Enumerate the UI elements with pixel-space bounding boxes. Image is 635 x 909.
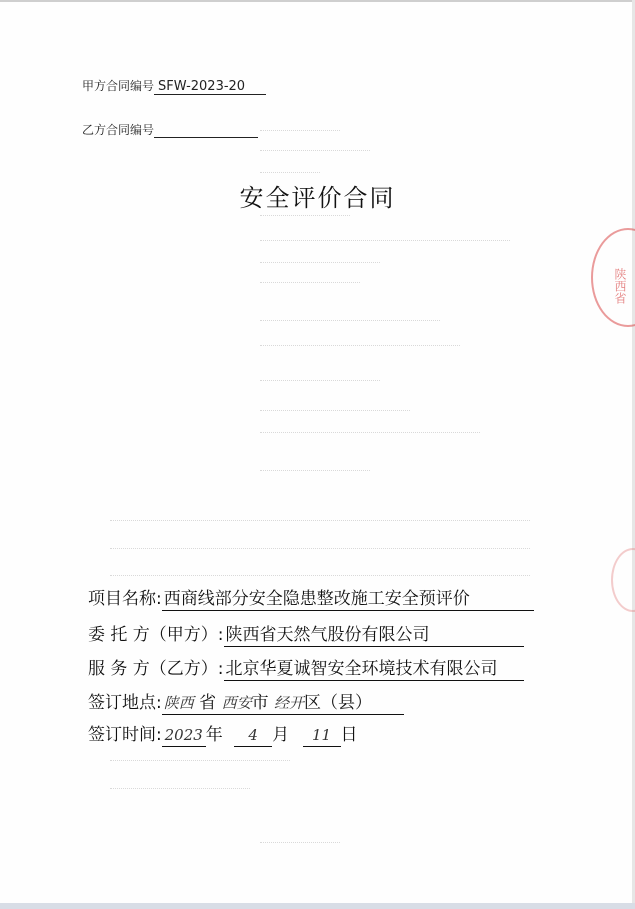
day-handwritten: 11 — [312, 726, 332, 744]
day-value — [303, 725, 341, 747]
party-b-contract-number — [82, 121, 258, 138]
bottom-border — [0, 903, 635, 909]
ghost-line — [260, 345, 460, 347]
ghost-line — [260, 470, 370, 472]
signing-place-value — [162, 688, 404, 715]
party-a-contract-label: 甲方合同编号 — [82, 79, 155, 93]
month-handwritten: 4 — [248, 726, 258, 744]
party-a-contract-value: SFW-2023-20 — [154, 79, 266, 95]
ghost-line — [260, 380, 380, 382]
ghost-line — [260, 150, 370, 152]
signing-date-label: 签订时间: — [88, 725, 162, 745]
ghost-line — [110, 548, 530, 550]
province-suffix: 省 — [199, 693, 217, 713]
ghost-line — [110, 788, 250, 790]
ghost-line — [260, 432, 480, 434]
district-handwritten: 经开 — [273, 694, 304, 712]
ghost-line — [110, 760, 290, 762]
ghost-line — [260, 240, 510, 242]
signing-place-row — [88, 688, 404, 715]
month-value — [234, 725, 272, 747]
ghost-line — [110, 575, 530, 577]
client-value: 陕西省天然气股份有限公司 — [224, 620, 524, 647]
ghost-line — [260, 842, 340, 844]
month-suffix: 月 — [272, 725, 290, 745]
ghost-line — [260, 130, 340, 132]
signing-place-label: 签订地点: — [88, 693, 162, 713]
project-name-label: 项目名称: — [88, 589, 162, 609]
ghost-line — [260, 410, 410, 412]
day-suffix: 日 — [340, 725, 358, 745]
city-suffix: 市 — [251, 693, 269, 713]
party-b-contract-blank — [154, 123, 258, 138]
province-handwritten: 陕西 — [163, 694, 194, 712]
ghost-line — [260, 172, 320, 174]
red-seal-fragment-lower — [611, 548, 635, 612]
provider-value: 北京华夏诚智安全环境技术有限公司 — [224, 654, 524, 681]
ghost-line — [260, 215, 350, 217]
ghost-line — [260, 320, 440, 322]
provider-label: 服 务 方（乙方）: — [88, 659, 224, 679]
document-title: 安全评价合同 — [239, 184, 396, 212]
year-handwritten: 2023 — [164, 726, 203, 744]
seal-text: 陕西省 — [613, 268, 627, 304]
district-suffix: 区（县） — [304, 693, 372, 713]
party-a-contract-number — [82, 77, 266, 95]
client-label: 委 托 方（甲方）: — [88, 625, 224, 645]
ghost-line — [260, 282, 360, 284]
year-suffix: 年 — [205, 725, 223, 745]
ghost-line — [260, 262, 380, 264]
provider-row — [88, 654, 524, 681]
city-handwritten: 西安 — [221, 694, 252, 712]
project-name-value: 西商线部分安全隐患整改施工安全预评价 — [162, 584, 534, 611]
party-b-contract-label: 乙方合同编号 — [82, 123, 155, 137]
signing-date-row — [88, 720, 358, 747]
project-name-row — [88, 584, 534, 611]
top-border — [0, 0, 635, 2]
ghost-line — [110, 520, 530, 522]
year-value — [162, 725, 206, 747]
client-row — [88, 620, 524, 647]
